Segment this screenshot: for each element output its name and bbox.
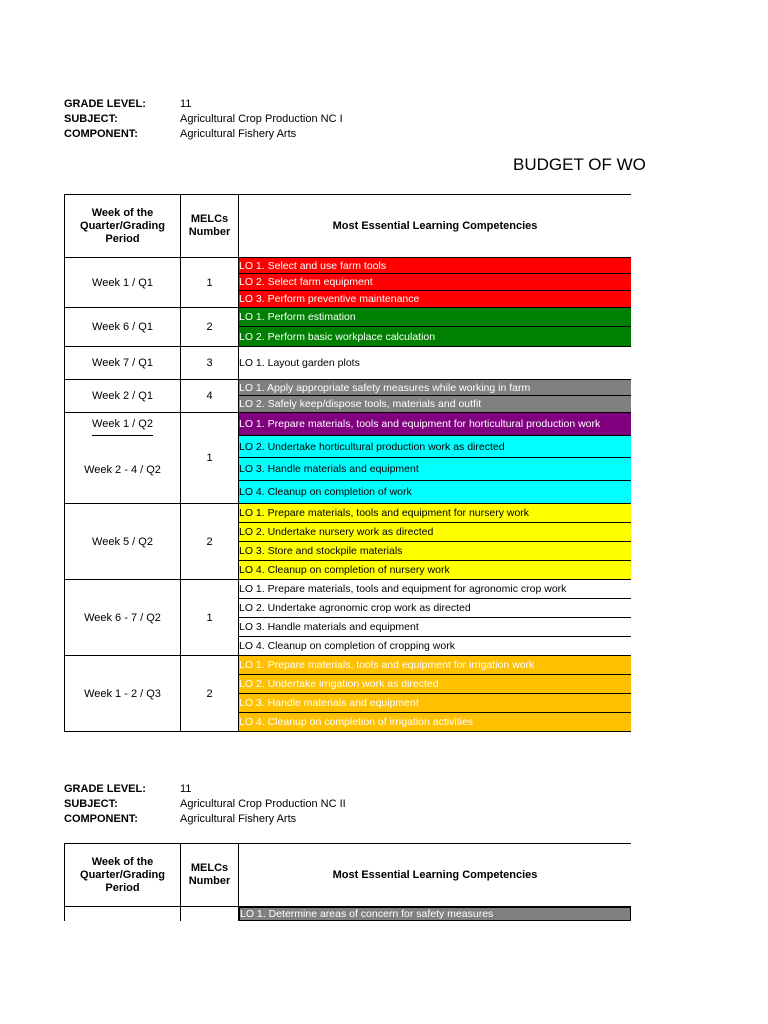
melcs-cell: 3 [181, 347, 239, 379]
meta-value: 11 [180, 98, 192, 110]
header-melcs: MELCs Number [181, 195, 239, 257]
week-label: Week 2 - 4 / Q2 [84, 463, 161, 476]
page-title: BUDGET OF WO [513, 155, 646, 174]
lo-list [239, 347, 631, 379]
competency-table-1 [64, 194, 631, 732]
week-cell: Week 1 / Q1 [65, 258, 181, 307]
lo-item: LO 3. Perform preventive maintenance [239, 291, 631, 307]
lo-item: LO 1. Perform estimation [239, 308, 631, 327]
header-melcs: MELCs Number [181, 844, 239, 906]
lo-item: LO 2. Perform basic workplace calculation [239, 327, 631, 346]
table-header [65, 195, 631, 258]
week-cell: Week 5 / Q2 [65, 504, 181, 579]
melcs-cell: 2 [181, 504, 239, 579]
lo-item: LO 1. Prepare materials, tools and equipment for agronomic crop work [239, 580, 631, 599]
table-row [65, 907, 631, 921]
lo-list [239, 907, 631, 921]
header-week: Week of the Quarter/Grading Period [65, 195, 181, 257]
meta-key: GRADE LEVEL: [64, 98, 146, 110]
lo-item: LO 1. Prepare materials, tools and equipment for nursery work [239, 504, 631, 523]
week-cell: Week 2 / Q1 [65, 380, 181, 412]
lo-item: LO 1. Prepare materials, tools and equipment for irrigation work [239, 656, 631, 675]
meta-block-1 [64, 97, 343, 142]
lo-item: LO 3. Handle materials and equipment [239, 458, 631, 481]
table-row [65, 504, 631, 580]
lo-item: LO 2. Safely keep/dispose tools, materials and outfit [239, 396, 631, 412]
lo-item: LO 1. Prepare materials, tools and equipment for horticultural production work [239, 413, 631, 436]
lo-item: LO 2. Select farm equipment [239, 274, 631, 291]
meta-value: Agricultural Crop Production NC I [180, 113, 343, 125]
lo-item: LO 4. Cleanup on completion of work [239, 481, 631, 503]
meta-row [64, 797, 346, 812]
table-row [65, 656, 631, 732]
lo-item: LO 2. Undertake nursery work as directed [239, 523, 631, 542]
table-body [65, 258, 631, 732]
week-cell: Week 7 / Q1 [65, 347, 181, 379]
table-row [65, 380, 631, 413]
lo-item: LO 2. Undertake horticultural production work as directed [239, 436, 631, 458]
meta-value: Agricultural Fishery Arts [180, 128, 297, 140]
week-cell [65, 413, 181, 503]
header-competencies: Most Essential Learning Competencies [332, 219, 538, 232]
meta-key: GRADE LEVEL: [64, 783, 146, 795]
meta-block-2 [64, 782, 346, 827]
meta-value: Agricultural Crop Production NC II [180, 798, 346, 810]
lo-item: LO 4. Cleanup on completion of nursery work [239, 561, 631, 579]
lo-list [239, 308, 631, 346]
meta-row [64, 812, 346, 827]
table-row [65, 258, 631, 308]
meta-row [64, 97, 343, 112]
table-row [65, 308, 631, 347]
lo-list [239, 504, 631, 579]
meta-row [64, 127, 343, 142]
meta-row [64, 782, 346, 797]
week-cell [65, 907, 181, 921]
melcs-cell: 1 [181, 580, 239, 655]
melcs-cell [181, 907, 239, 921]
meta-value: Agricultural Fishery Arts [180, 813, 297, 825]
week-cell: Week 6 / Q1 [65, 308, 181, 346]
lo-item: LO 1. Select and use farm tools [239, 258, 631, 274]
lo-list [239, 656, 631, 731]
meta-row [64, 112, 343, 127]
meta-value: 11 [180, 783, 192, 795]
lo-item: LO 1. Layout garden plots [239, 347, 631, 379]
lo-item: LO 4. Cleanup on completion of cropping work [239, 637, 631, 655]
lo-item: LO 1. Apply appropriate safety measures while working in farm [239, 380, 631, 396]
lo-list [239, 380, 631, 412]
melcs-cell: 1 [181, 413, 239, 503]
lo-item: LO 4. Cleanup on completion of irrigation activities [239, 713, 631, 731]
lo-item: LO 2. Undertake irrigation work as directed [239, 675, 631, 694]
lo-item: LO 3. Handle materials and equipment [239, 694, 631, 713]
table-row [65, 347, 631, 380]
melcs-cell: 2 [181, 656, 239, 731]
header-competencies: Most Essential Learning Competencies [332, 868, 538, 881]
meta-key: COMPONENT: [64, 813, 138, 825]
week-cell: Week 6 - 7 / Q2 [65, 580, 181, 655]
header-week: Week of the Quarter/Grading Period [65, 844, 181, 906]
melcs-cell: 2 [181, 308, 239, 346]
table-row [65, 413, 631, 504]
lo-item: LO 3. Store and stockpile materials [239, 542, 631, 561]
lo-item: LO 3. Handle materials and equipment [239, 618, 631, 637]
competency-table-2 [64, 843, 631, 921]
melcs-cell: 1 [181, 258, 239, 307]
week-label: Week 1 / Q2 [92, 413, 153, 436]
meta-key: COMPONENT: [64, 128, 138, 140]
melcs-cell: 4 [181, 380, 239, 412]
lo-item: LO 1. Determine areas of concern for safety measures [239, 907, 631, 921]
table-header [65, 844, 631, 907]
lo-list [239, 413, 631, 503]
lo-list [239, 258, 631, 307]
meta-key: SUBJECT: [64, 113, 118, 125]
week-cell: Week 1 - 2 / Q3 [65, 656, 181, 731]
meta-key: SUBJECT: [64, 798, 118, 810]
lo-list [239, 580, 631, 655]
lo-item: LO 2. Undertake agronomic crop work as directed [239, 599, 631, 618]
table-row [65, 580, 631, 656]
